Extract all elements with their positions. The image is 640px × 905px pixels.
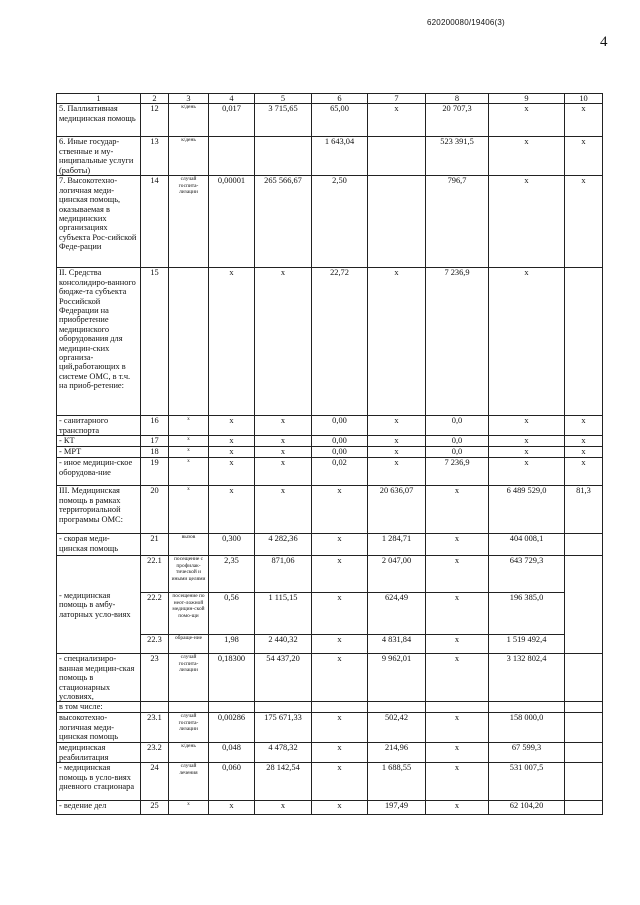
value-cell: х (209, 486, 255, 534)
value-cell: х (209, 458, 255, 486)
value-cell: х (489, 176, 565, 268)
value-cell: х (426, 593, 489, 635)
value-cell: 6 489 529,0 (489, 486, 565, 534)
value-cell (426, 702, 489, 713)
value-cell (368, 137, 426, 176)
value-cell: х (489, 416, 565, 436)
column-number: 9 (489, 94, 565, 104)
unit-cell: посещение по неот-ложной медицин-ской помо-щи (169, 593, 209, 635)
row-number: 24 (141, 763, 169, 801)
data-table (56, 93, 603, 815)
value-cell: 643 729,3 (489, 556, 565, 593)
unit-cell: случай госпита-лизации (169, 654, 209, 702)
value-cell: 3 132 802,4 (489, 654, 565, 702)
row-name: - ведение дел (57, 801, 141, 815)
value-cell: 20 636,07 (368, 486, 426, 534)
value-cell: х (426, 556, 489, 593)
table-row (57, 104, 603, 137)
value-cell: х (368, 436, 426, 447)
column-number: 7 (368, 94, 426, 104)
value-cell: 4 831,84 (368, 635, 426, 654)
value-cell: 0,300 (209, 534, 255, 556)
value-cell: 175 671,33 (255, 713, 312, 743)
value-cell: х (255, 447, 312, 458)
value-cell: 1 688,55 (368, 763, 426, 801)
row-name: в том числе: (57, 702, 141, 713)
value-cell: 1 519 492,4 (489, 635, 565, 654)
table-row (57, 268, 603, 416)
value-cell (209, 137, 255, 176)
row-number: 18 (141, 447, 169, 458)
page-number: 4 (600, 34, 608, 50)
value-cell: 158 000,0 (489, 713, 565, 743)
value-cell: 4 282,36 (255, 534, 312, 556)
value-cell: х (255, 486, 312, 534)
value-cell (565, 713, 603, 743)
value-cell: х (426, 654, 489, 702)
table-row (57, 801, 603, 815)
value-cell: х (426, 534, 489, 556)
value-cell: х (565, 447, 603, 458)
row-number: 20 (141, 486, 169, 534)
value-cell: 62 104,20 (489, 801, 565, 815)
value-cell: 28 142,54 (255, 763, 312, 801)
value-cell: х (312, 534, 368, 556)
value-cell: 0,0 (426, 447, 489, 458)
value-cell (565, 534, 603, 556)
value-cell: 624,49 (368, 593, 426, 635)
unit-cell: посещение с профилак-тической и иными целями (169, 556, 209, 593)
value-cell: 0,060 (209, 763, 255, 801)
value-cell: х (489, 458, 565, 486)
value-cell: х (312, 801, 368, 815)
value-cell: х (312, 654, 368, 702)
row-name: - МРТ (57, 447, 141, 458)
value-cell: х (368, 416, 426, 436)
row-name: - скорая меди-цинская помощь (57, 534, 141, 556)
table-row (57, 447, 603, 458)
unit-cell: х (169, 801, 209, 815)
unit-cell: случай лечения (169, 763, 209, 801)
value-cell: х (565, 416, 603, 436)
unit-cell: к/день (169, 104, 209, 137)
value-cell: 0,048 (209, 743, 255, 763)
value-cell: х (426, 486, 489, 534)
table-row (57, 176, 603, 268)
column-number-row (57, 94, 603, 104)
table-row (57, 458, 603, 486)
value-cell: 4 478,32 (255, 743, 312, 763)
value-cell: х (368, 104, 426, 137)
unit-cell: х (169, 486, 209, 534)
table-row (57, 713, 603, 743)
value-cell (565, 268, 603, 416)
row-number: 25 (141, 801, 169, 815)
column-number: 4 (209, 94, 255, 104)
value-cell: х (426, 635, 489, 654)
value-cell: х (312, 713, 368, 743)
value-cell: 0,02 (312, 458, 368, 486)
value-cell: 197,49 (368, 801, 426, 815)
column-number: 2 (141, 94, 169, 104)
value-cell: х (312, 635, 368, 654)
value-cell (312, 702, 368, 713)
value-cell (489, 702, 565, 713)
value-cell: 1 643,04 (312, 137, 368, 176)
row-number: 23.1 (141, 713, 169, 743)
column-number: 5 (255, 94, 312, 104)
value-cell: 2 440,32 (255, 635, 312, 654)
value-cell: х (312, 593, 368, 635)
value-cell: 7 236,9 (426, 458, 489, 486)
value-cell: х (209, 447, 255, 458)
column-number: 3 (169, 94, 209, 104)
value-cell (565, 702, 603, 713)
value-cell: х (565, 104, 603, 137)
value-cell: 523 391,5 (426, 137, 489, 176)
column-number: 10 (565, 94, 603, 104)
value-cell: 20 707,3 (426, 104, 489, 137)
value-cell: 65,00 (312, 104, 368, 137)
value-cell: 871,06 (255, 556, 312, 593)
value-cell: х (209, 801, 255, 815)
row-number (141, 702, 169, 713)
row-name: - медицинская помощь в усло-виях дневного стационара (57, 763, 141, 801)
table-row (57, 743, 603, 763)
row-name: - иное медицин-ское оборудова-ние (57, 458, 141, 486)
unit-cell: случай госпита-лизации (169, 176, 209, 268)
value-cell: 2,35 (209, 556, 255, 593)
value-cell: х (565, 436, 603, 447)
value-cell: 2 047,00 (368, 556, 426, 593)
row-name: - санитарного транспорта (57, 416, 141, 436)
row-number: 22.3 (141, 635, 169, 654)
value-cell: 3 715,65 (255, 104, 312, 137)
value-cell: х (312, 763, 368, 801)
table-row (57, 436, 603, 447)
value-cell (368, 176, 426, 268)
value-cell (565, 763, 603, 801)
value-cell: 531 007,5 (489, 763, 565, 801)
value-cell (368, 702, 426, 713)
value-cell: 214,96 (368, 743, 426, 763)
value-cell: 404 008,1 (489, 534, 565, 556)
unit-cell: случай госпита-лизации (169, 713, 209, 743)
value-cell: 0,00001 (209, 176, 255, 268)
unit-cell (169, 268, 209, 416)
value-cell: 81,3 (565, 486, 603, 534)
value-cell: 0,00 (312, 436, 368, 447)
value-cell: 0,56 (209, 593, 255, 635)
value-cell: 54 437,20 (255, 654, 312, 702)
row-number: 13 (141, 137, 169, 176)
row-number: 12 (141, 104, 169, 137)
value-cell: х (312, 743, 368, 763)
value-cell: 1 284,71 (368, 534, 426, 556)
value-cell: х (426, 743, 489, 763)
unit-cell: х (169, 447, 209, 458)
value-cell: х (209, 268, 255, 416)
value-cell: 67 599,3 (489, 743, 565, 763)
value-cell: х (368, 268, 426, 416)
value-cell: 0,18300 (209, 654, 255, 702)
value-cell: х (312, 556, 368, 593)
unit-cell: к/день (169, 137, 209, 176)
value-cell: х (368, 447, 426, 458)
value-cell: х (426, 763, 489, 801)
row-number: 16 (141, 416, 169, 436)
row-number: 23 (141, 654, 169, 702)
value-cell: 1 115,15 (255, 593, 312, 635)
table-row (57, 137, 603, 176)
row-name: медицинская реабилитация (57, 743, 141, 763)
value-cell: х (565, 458, 603, 486)
value-cell: х (255, 268, 312, 416)
value-cell: х (426, 713, 489, 743)
row-name: - КТ (57, 436, 141, 447)
value-cell: 796,7 (426, 176, 489, 268)
table-body (57, 94, 603, 815)
value-cell: х (255, 458, 312, 486)
row-name: 7. Высокотехно-логичная меди-цинская помощь, оказываемая в медицинских организациях субъекта Рос-сийской Феде-рации (57, 176, 141, 268)
row-name: II. Средства консолидиро-ванного бюдже-та субъекта Российской Федерации на приобретение медицинского оборудования для медицин-ских организа-ций,работающих в системе ОМС, в т.ч. на приоб-ретение: (57, 268, 141, 416)
value-cell: 502,42 (368, 713, 426, 743)
row-number: 15 (141, 268, 169, 416)
row-name: - специализиро-ванная медицин-ская помощь в стационарных условиях, (57, 654, 141, 702)
table-row (57, 702, 603, 713)
value-cell (565, 654, 603, 702)
unit-cell: к/день (169, 743, 209, 763)
value-cell: 7 236,9 (426, 268, 489, 416)
value-cell: х (255, 416, 312, 436)
value-cell: 265 566,67 (255, 176, 312, 268)
value-cell: 0,00 (312, 447, 368, 458)
value-cell: 0,00286 (209, 713, 255, 743)
value-cell: х (489, 447, 565, 458)
row-number: 14 (141, 176, 169, 268)
row-number: 17 (141, 436, 169, 447)
value-cell (565, 743, 603, 763)
value-cell (565, 801, 603, 815)
column-number: 8 (426, 94, 489, 104)
value-cell: 22,72 (312, 268, 368, 416)
value-cell: х (209, 436, 255, 447)
column-number: 1 (57, 94, 141, 104)
value-cell: 0,0 (426, 416, 489, 436)
row-number: 22.1 (141, 556, 169, 593)
value-cell: 196 385,0 (489, 593, 565, 635)
document-id: 620200080/19406(3) (427, 18, 505, 27)
value-cell: х (489, 268, 565, 416)
row-name: III. Медицинская помощь в рамках территориальной программы ОМС: (57, 486, 141, 534)
value-cell: х (565, 176, 603, 268)
value-cell (565, 556, 603, 654)
value-cell: х (255, 436, 312, 447)
value-cell: х (209, 416, 255, 436)
value-cell: х (426, 801, 489, 815)
row-name: 5. Паллиативная медицинская помощь (57, 104, 141, 137)
table-row (57, 486, 603, 534)
value-cell: 2,50 (312, 176, 368, 268)
table-row (57, 763, 603, 801)
value-cell: х (489, 104, 565, 137)
value-cell: х (489, 436, 565, 447)
table-row (57, 534, 603, 556)
row-name: высокотехно-логичная меди-цинская помощь (57, 713, 141, 743)
value-cell: 0,017 (209, 104, 255, 137)
unit-cell: обраще-ние (169, 635, 209, 654)
row-number: 22.2 (141, 593, 169, 635)
value-cell (255, 137, 312, 176)
row-number: 21 (141, 534, 169, 556)
value-cell: х (312, 486, 368, 534)
row-name: 6. Иные государ-ственные и му-ниципальные услуги (работы) (57, 137, 141, 176)
value-cell: х (368, 458, 426, 486)
row-name: - медицинская помощь в амбу-латорных усло-виях (57, 556, 141, 654)
unit-cell (169, 702, 209, 713)
value-cell: 0,0 (426, 436, 489, 447)
value-cell (255, 702, 312, 713)
unit-cell: х (169, 436, 209, 447)
value-cell: 1,98 (209, 635, 255, 654)
table-row (57, 416, 603, 436)
value-cell (209, 702, 255, 713)
table-row (57, 556, 603, 593)
value-cell: х (489, 137, 565, 176)
row-number: 23.2 (141, 743, 169, 763)
value-cell: 0,00 (312, 416, 368, 436)
unit-cell: вызов (169, 534, 209, 556)
value-cell: х (255, 801, 312, 815)
table-row (57, 654, 603, 702)
row-number: 19 (141, 458, 169, 486)
unit-cell: х (169, 458, 209, 486)
value-cell: 9 962,01 (368, 654, 426, 702)
value-cell: х (565, 137, 603, 176)
unit-cell: х (169, 416, 209, 436)
column-number: 6 (312, 94, 368, 104)
